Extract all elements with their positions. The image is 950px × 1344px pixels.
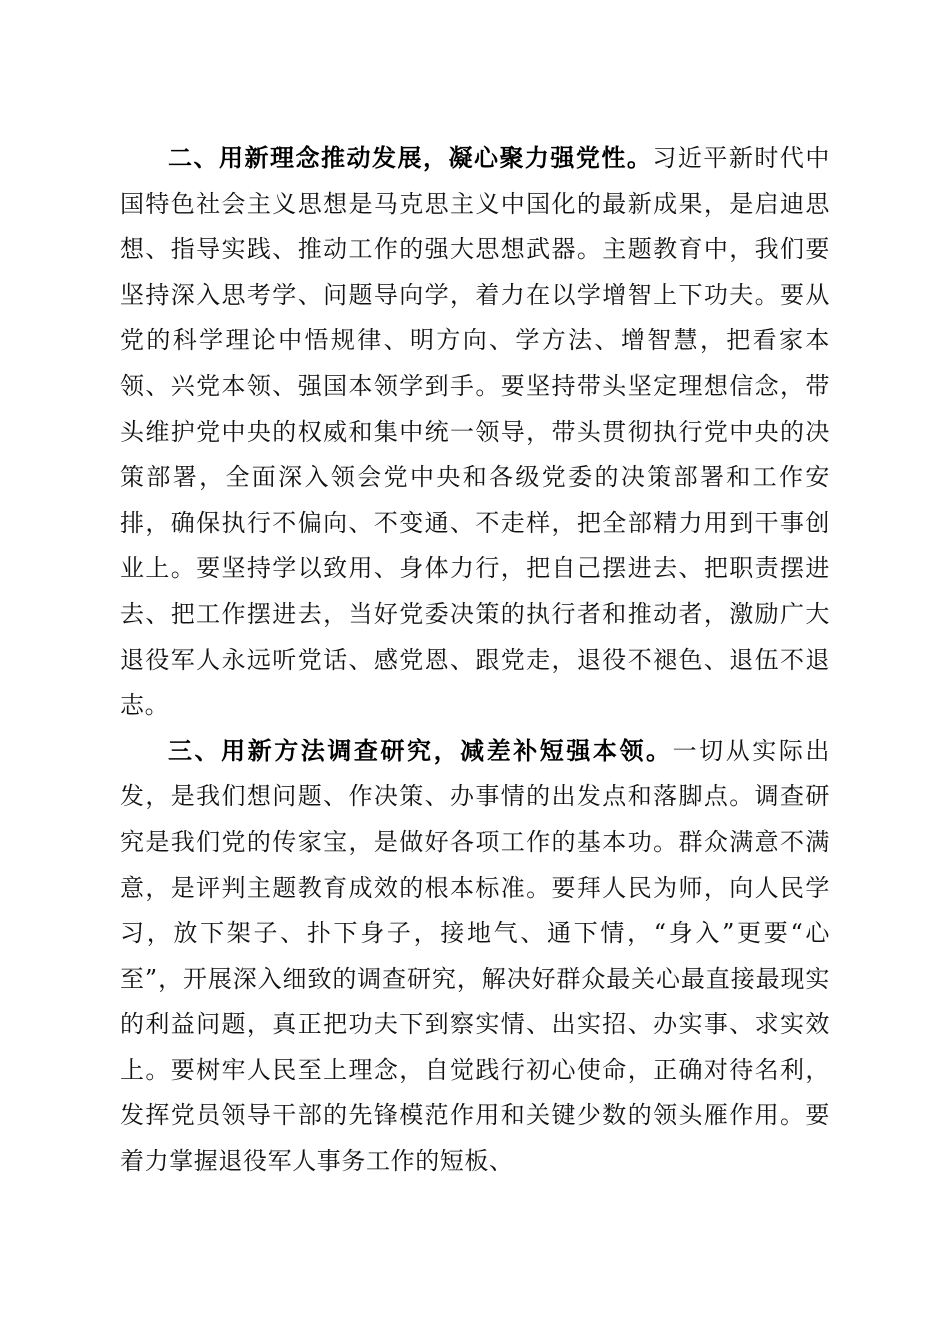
- paragraph-two-body: 习近平新时代中国特色社会主义思想是马克思主义中国化的最新成果，是启迪思想、指导实践、推动工作的强大思想武器。主题教育中，我们要坚持深入思考学、问题导向学，着力在以学增智上下功夫。要从党的科学理论中悟规律、明方向、学方法、增智慧，把看家本领、兴党本领、强国本领学到手。要坚持带头坚定理想信念，带头维护党中央的权威和集中统一领导，带头贯彻执行党中央的决策部署，全面深入领会党中央和各级党委的决策部署和工作安排，确保执行不偏向、不变通、不走样，把全部精力用到干事创业上。要坚持学以致用、身体力行，把自己摆进去、把职责摆进去、把工作摆进去，当好党委决策的执行者和推动者，激励广大退役军人永远听党话、感党恩、跟党走，退役不褪色、退伍不退志。: [120, 144, 830, 720]
- paragraph-three: [120, 729, 830, 1185]
- section-heading-three: 三、用新方法调查研究，减差补短强本领。: [168, 736, 673, 765]
- document-body: [120, 136, 830, 1185]
- paragraph-two: [120, 136, 830, 729]
- section-heading-two: 二、用新理念推动发展，凝心聚力强党性。: [168, 144, 653, 172]
- paragraph-three-body: 一切从实际出发，是我们想问题、作决策、办事情的出发点和落脚点。调查研究是我们党的传家宝，是做好各项工作的基本功。群众满意不满意，是评判主题教育成效的根本标准。要拜人民为师，向人民学习，放下架子、扑下身子，接地气、通下情，“身入”更要“心至”，开展深入细致的调查研究，解决好群众最关心最直接最现实的利益问题，真正把功夫下到察实情、出实招、办实事、求实效上。要树牢人民至上理念，自觉践行初心使命，正确对待名利，发挥党员领导干部的先锋模范作用和关键少数的领头雁作用。要着力掌握退役军人事务工作的短板、: [120, 736, 830, 1176]
